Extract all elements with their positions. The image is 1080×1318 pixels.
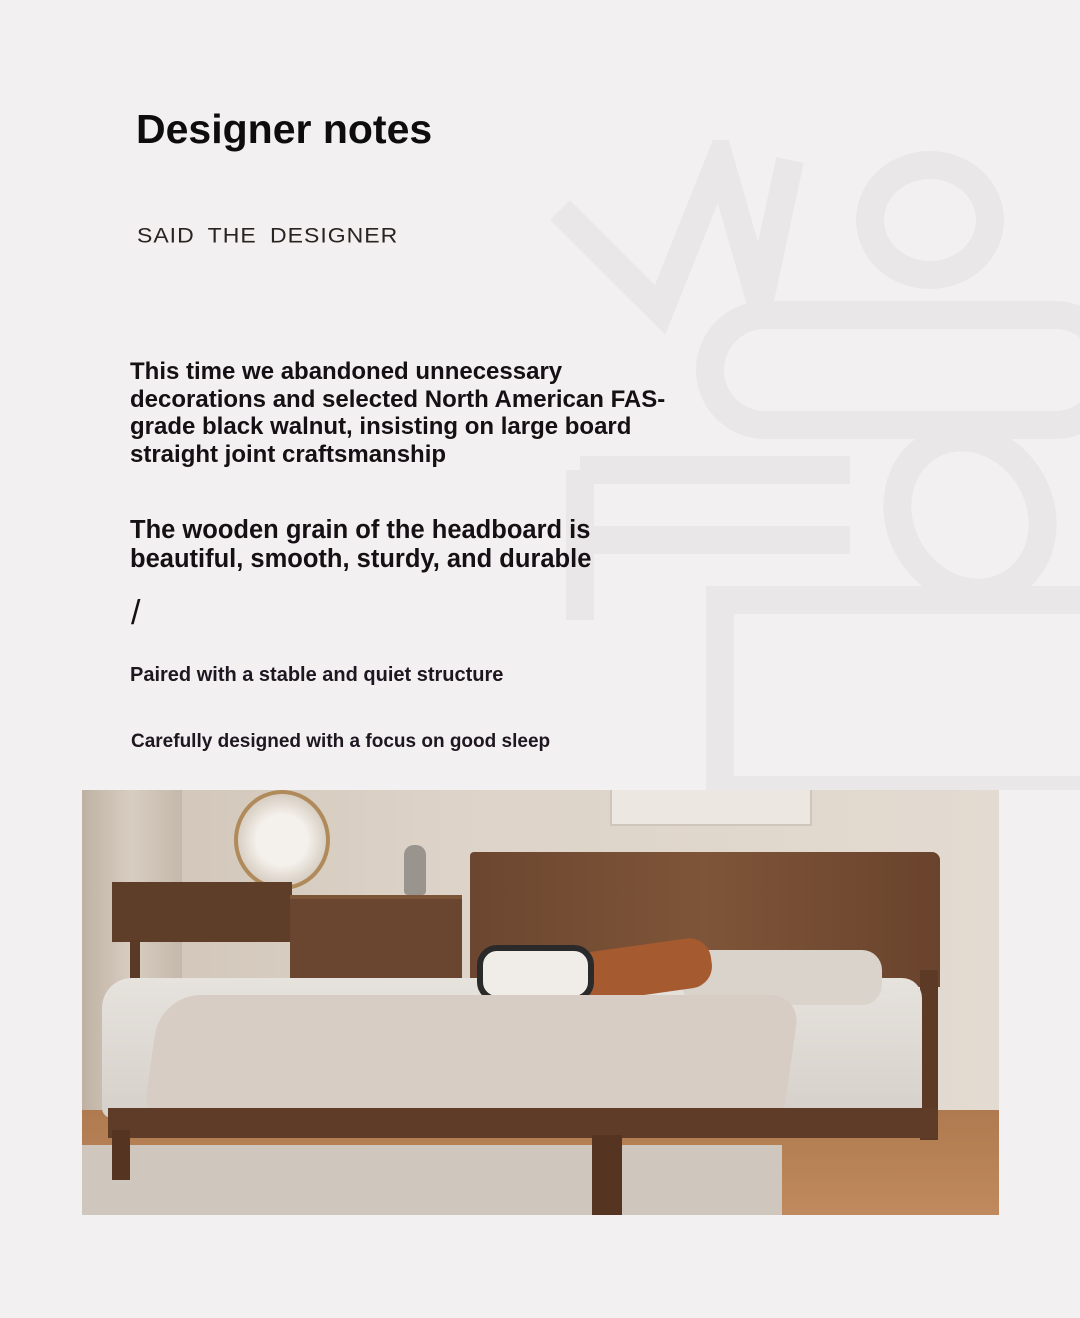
throw-blanket [144, 995, 801, 1115]
bed-leg-left [112, 1130, 130, 1180]
bed-leg-right [592, 1135, 622, 1215]
note-paragraph-materials: This time we abandoned unnecessary decorations and selected North American FAS-grade black walnut, insisting on large board straight joint craftsmanship [130, 358, 666, 468]
separator-slash: / [131, 594, 141, 632]
note-line-structure: Paired with a stable and quiet structure [130, 664, 504, 686]
note-line-sleep: Carefully designed with a focus on good sleep [131, 731, 551, 752]
pillow-patterned [477, 945, 594, 1002]
vase-plant [404, 845, 426, 895]
vanity-desk [112, 882, 292, 942]
bed-frame-rail [108, 1108, 938, 1138]
page-subtitle: SAID THE DESIGNER [137, 223, 399, 247]
wall-art-frame [610, 790, 812, 826]
rug [82, 1145, 782, 1215]
round-mirror [234, 790, 330, 890]
nightstand [290, 895, 462, 991]
bed-product-photo [82, 790, 999, 1215]
page-title: Designer notes [136, 106, 433, 152]
note-paragraph-headboard: The wooden grain of the headboard is beautiful, smooth, sturdy, and durable [130, 516, 592, 573]
